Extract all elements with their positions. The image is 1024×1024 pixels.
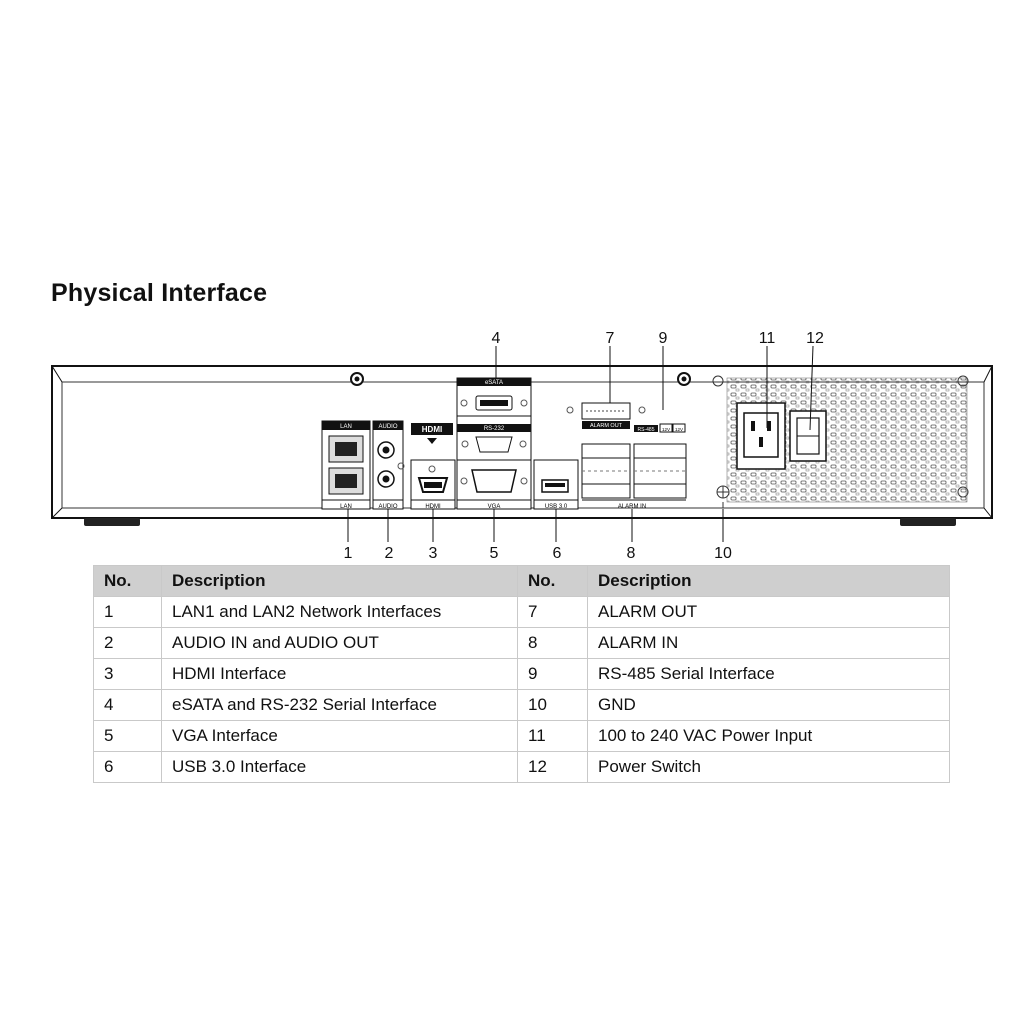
alarm-in-label: ALARM IN bbox=[617, 504, 647, 510]
callout-1: 1 bbox=[343, 545, 353, 562]
table-row bbox=[94, 752, 950, 783]
header-no-2: No. bbox=[518, 566, 588, 597]
cell-description: 100 to 240 VAC Power Input bbox=[588, 721, 950, 752]
cell-no: 11 bbox=[518, 721, 588, 752]
page-title: Physical Interface bbox=[51, 279, 268, 307]
cell-no: 2 bbox=[94, 628, 162, 659]
cell-description: HDMI Interface bbox=[162, 659, 518, 690]
callout-9: 9 bbox=[658, 330, 668, 347]
callout-7: 7 bbox=[605, 330, 615, 347]
header-no: No. bbox=[94, 566, 162, 597]
table-row bbox=[94, 628, 950, 659]
cell-description: ALARM OUT bbox=[588, 597, 950, 628]
cell-no: 10 bbox=[518, 690, 588, 721]
cell-no: 4 bbox=[94, 690, 162, 721]
rs485-label: RS-485 bbox=[637, 427, 655, 433]
cell-no: 3 bbox=[94, 659, 162, 690]
callout-11: 11 bbox=[758, 330, 776, 347]
cell-no: 7 bbox=[518, 597, 588, 628]
callout-2: 2 bbox=[384, 545, 394, 562]
cell-description: AUDIO IN and AUDIO OUT bbox=[162, 628, 518, 659]
dc-label-2: 12V bbox=[674, 427, 684, 432]
vga-label: VGA bbox=[487, 504, 501, 510]
table-row bbox=[94, 597, 950, 628]
callout-3: 3 bbox=[428, 545, 438, 562]
dc-label-1: 12V bbox=[661, 427, 671, 432]
callout-6: 6 bbox=[552, 545, 562, 562]
rs232-label: RS-232 bbox=[483, 426, 505, 432]
cell-description: LAN1 and LAN2 Network Interfaces bbox=[162, 597, 518, 628]
audio-bottom-label: AUDIO bbox=[378, 504, 398, 510]
cell-no: 6 bbox=[94, 752, 162, 783]
usb-label: USB 3.0 bbox=[544, 504, 568, 510]
audio-top-label: AUDIO bbox=[378, 424, 398, 430]
lan-ports bbox=[322, 421, 370, 510]
cell-description: VGA Interface bbox=[162, 721, 518, 752]
cell-description: eSATA and RS-232 Serial Interface bbox=[162, 690, 518, 721]
alarm-out-label: ALARM OUT bbox=[589, 423, 623, 429]
header-description: Description bbox=[162, 566, 518, 597]
lan-bottom-label: LAN bbox=[340, 504, 352, 510]
cell-description: GND bbox=[588, 690, 950, 721]
hdmi-bottom-label: HDMI bbox=[425, 504, 441, 510]
callout-12: 12 bbox=[806, 330, 824, 347]
interface-table bbox=[93, 565, 950, 783]
hdmi-logo: HDMI bbox=[421, 425, 443, 434]
cell-no: 1 bbox=[94, 597, 162, 628]
table-row bbox=[94, 690, 950, 721]
table-row bbox=[94, 659, 950, 690]
callout-5: 5 bbox=[489, 545, 499, 562]
esata-rs232-vga-block bbox=[457, 378, 531, 510]
callout-4: 4 bbox=[491, 330, 501, 347]
cell-description: RS-485 Serial Interface bbox=[588, 659, 950, 690]
callout-10: 10 bbox=[714, 545, 732, 562]
cell-no: 12 bbox=[518, 752, 588, 783]
cell-no: 9 bbox=[518, 659, 588, 690]
header-description-2: Description bbox=[588, 566, 950, 597]
power-supply bbox=[727, 378, 967, 502]
cell-description: Power Switch bbox=[588, 752, 950, 783]
table-row bbox=[94, 721, 950, 752]
cell-no: 8 bbox=[518, 628, 588, 659]
usb-port bbox=[534, 460, 578, 510]
cell-description: USB 3.0 Interface bbox=[162, 752, 518, 783]
audio-ports bbox=[373, 421, 404, 510]
table-header-row bbox=[94, 566, 950, 597]
cell-no: 5 bbox=[94, 721, 162, 752]
callout-8: 8 bbox=[626, 545, 636, 562]
cell-description: ALARM IN bbox=[588, 628, 950, 659]
esata-label: eSATA bbox=[484, 380, 504, 386]
rear-panel-diagram bbox=[0, 320, 1024, 565]
lan-top-label: LAN bbox=[340, 424, 352, 430]
